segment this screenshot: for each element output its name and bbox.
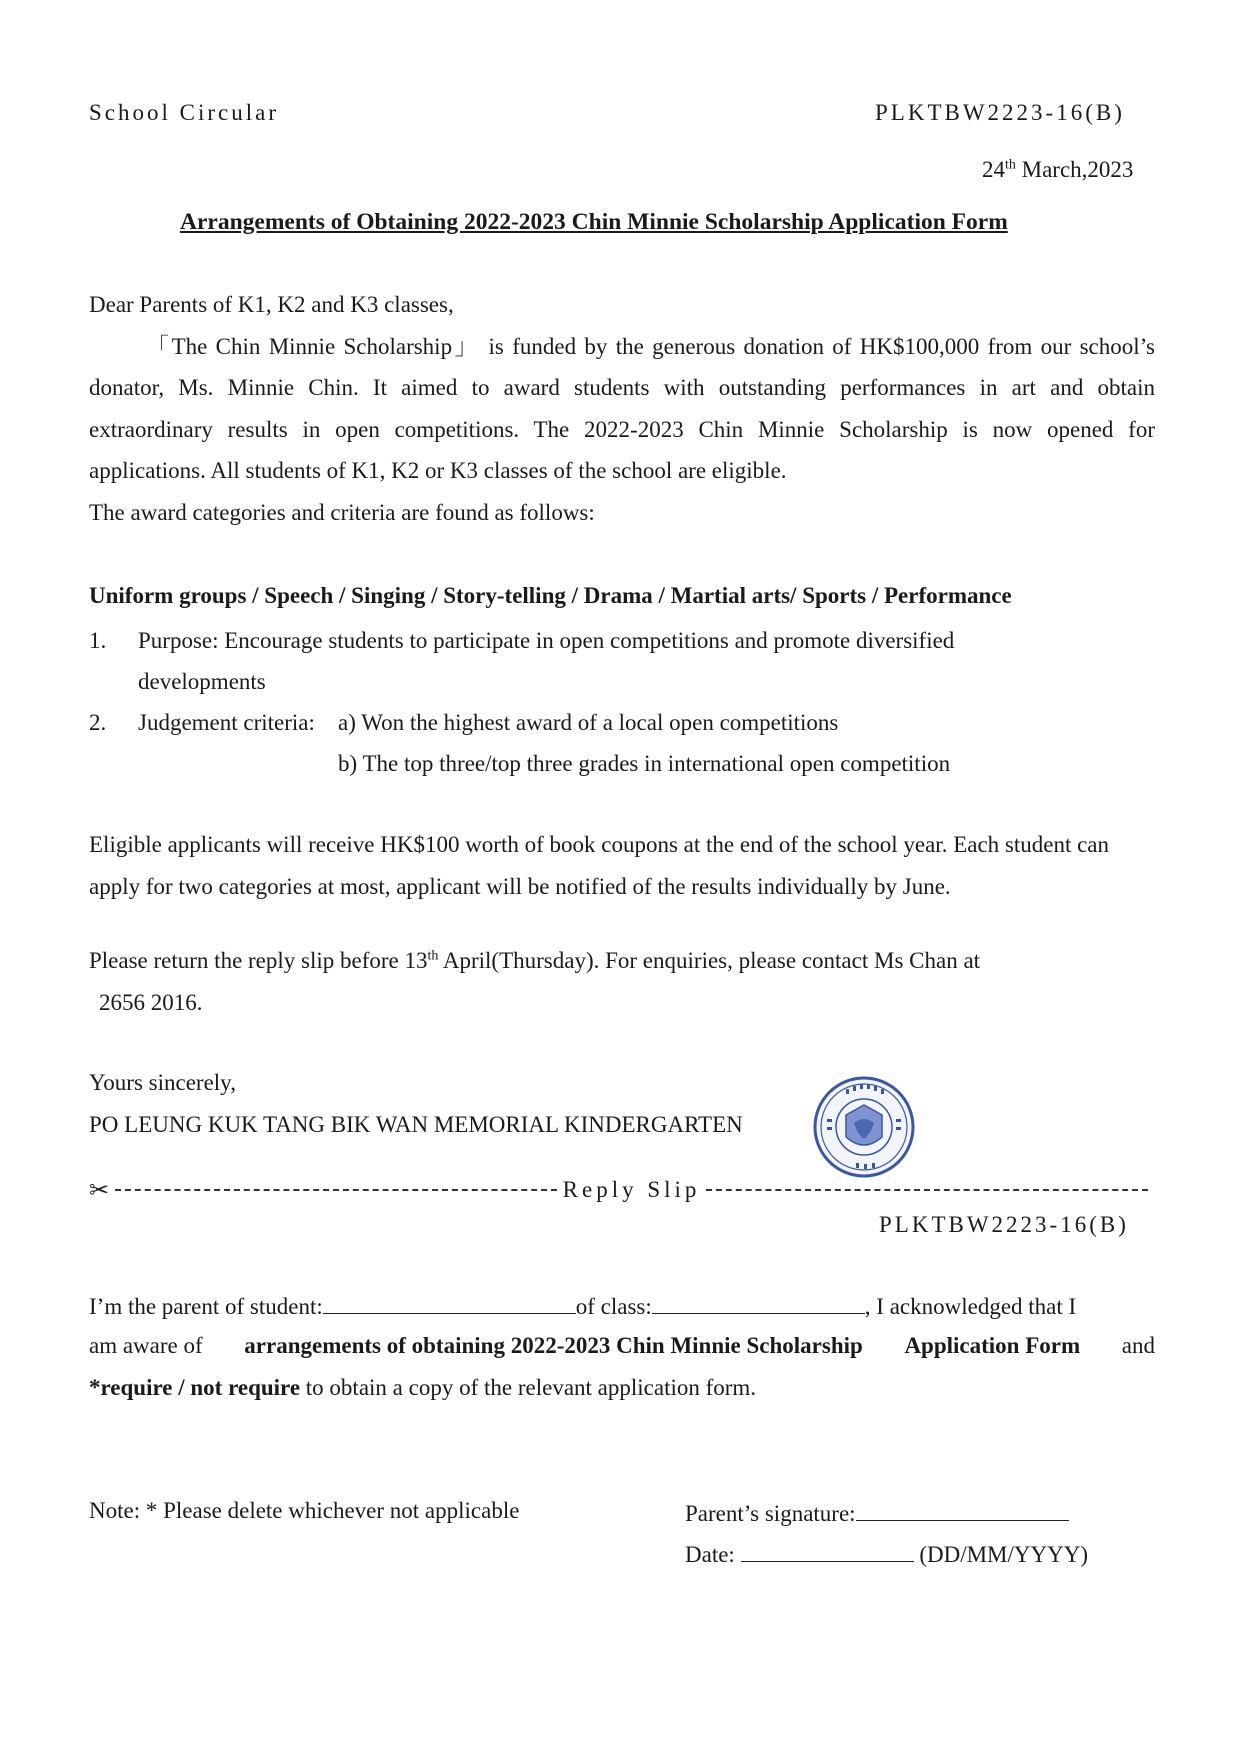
return-before: Please return the reply slip before 13 [89,948,428,973]
date-row [685,1539,1088,1568]
aware-prefix: am aware of [89,1333,203,1358]
reply-slip-divider [89,1173,1154,1207]
signature-row [685,1498,1069,1527]
class-label: of class: [575,1294,652,1319]
date-format: (DD/MM/YYYY) [919,1542,1088,1567]
cut-line-left [115,1189,557,1191]
cut-line-right [706,1189,1148,1191]
application-form-bold: Application Form [904,1333,1081,1358]
date-day: 24 [982,157,1005,182]
return-instructions [89,948,980,974]
school-name: PO LEUNG KUK TANG BIK WAN MEMORIAL KINDERGARTEN [89,1112,743,1137]
list-item-number-2: 2. [89,710,107,735]
categories-heading: Uniform groups / Speech / Singing / Story-telling / Drama / Martial arts/ Sports / Performance [89,583,1012,608]
return-after: April(Thursday). For enquiries, please contact Ms Chan at [438,948,981,973]
student-name-field[interactable] [323,1291,576,1314]
and-text: and [1121,1333,1155,1358]
list-item-purpose-cont: developments [138,669,266,694]
circular-reference: PLKTBW2223-16(B) [875,100,1125,125]
list-item-number-1: 1. [89,628,107,653]
page-title: Arrangements of Obtaining 2022-2023 Chin Minnie Scholarship Application Form [180,209,1008,235]
criteria-intro: The award categories and criteria are found as follows: [89,499,595,525]
date-month-year: March,2023 [1015,157,1134,182]
judgement-criteria-label: Judgement criteria: [138,710,315,735]
school-seal-icon [812,1075,916,1179]
reply-line-1 [89,1291,1076,1320]
return-date-suffix: th [427,948,439,964]
criteria-a: a) Won the highest award of a local open competitions [338,710,839,735]
require-choice[interactable]: *require / not require [89,1375,301,1400]
note: Note: * Please delete whichever not applicable [89,1498,520,1523]
date-field[interactable] [741,1539,914,1562]
date-suffix: th [1005,157,1016,173]
class-field[interactable] [652,1291,865,1314]
circular-date [982,157,1133,183]
date-label: Date: [685,1542,735,1567]
signature-label: Parent’s signature: [685,1501,856,1526]
signature-field[interactable] [856,1498,1069,1521]
circular-label: School Circular [89,100,279,125]
contact-phone: 2656 2016. [99,990,203,1015]
list-item-purpose: Purpose: Encourage students to participate in open competitions and promote diversified [138,628,955,653]
closing: Yours sincerely, [89,1070,236,1095]
reply-line-3 [89,1375,756,1401]
reply-slip-label: Reply Slip [562,1177,701,1202]
reply-slip-reference: PLKTBW2223-16(B) [879,1212,1129,1237]
letter-body [89,284,1155,533]
intro-paragraph: 「The Chin Minnie Scholarship」 is funded by the generous donation of HK$100,000 from our school’s donator, Ms. Minnie Chin. It aimed to award students with outstanding performances in art and obtain extraordinary results in open competitions. The 2022-2023 Chin Minnie Scholarship is now opened for applications. All students of K1, K2 or K3 classes of the school are eligible. [89,333,1155,483]
acknowledge-text: , I acknowledged that I [864,1294,1077,1319]
student-label: I’m the parent of student: [89,1294,323,1319]
arrangements-bold: arrangements of obtaining 2022-2023 Chin Minnie Scholarship [244,1333,863,1358]
scissors-icon: ✂ [89,1176,110,1204]
reply-line-2 [89,1333,1155,1359]
criteria-b: b) The top three/top three grades in international open competition [338,751,951,776]
eligibility-text: Eligible applicants will receive HK$100 worth of book coupons at the end of the school year. Each student can apply for two categories at most, applicant will be notified of the results individually by June. [89,832,1110,899]
greeting: Dear Parents of K1, K2 and K3 classes, [89,292,454,317]
eligibility-paragraph [89,824,1155,907]
copy-text: to obtain a copy of the relevant application form. [300,1375,757,1400]
